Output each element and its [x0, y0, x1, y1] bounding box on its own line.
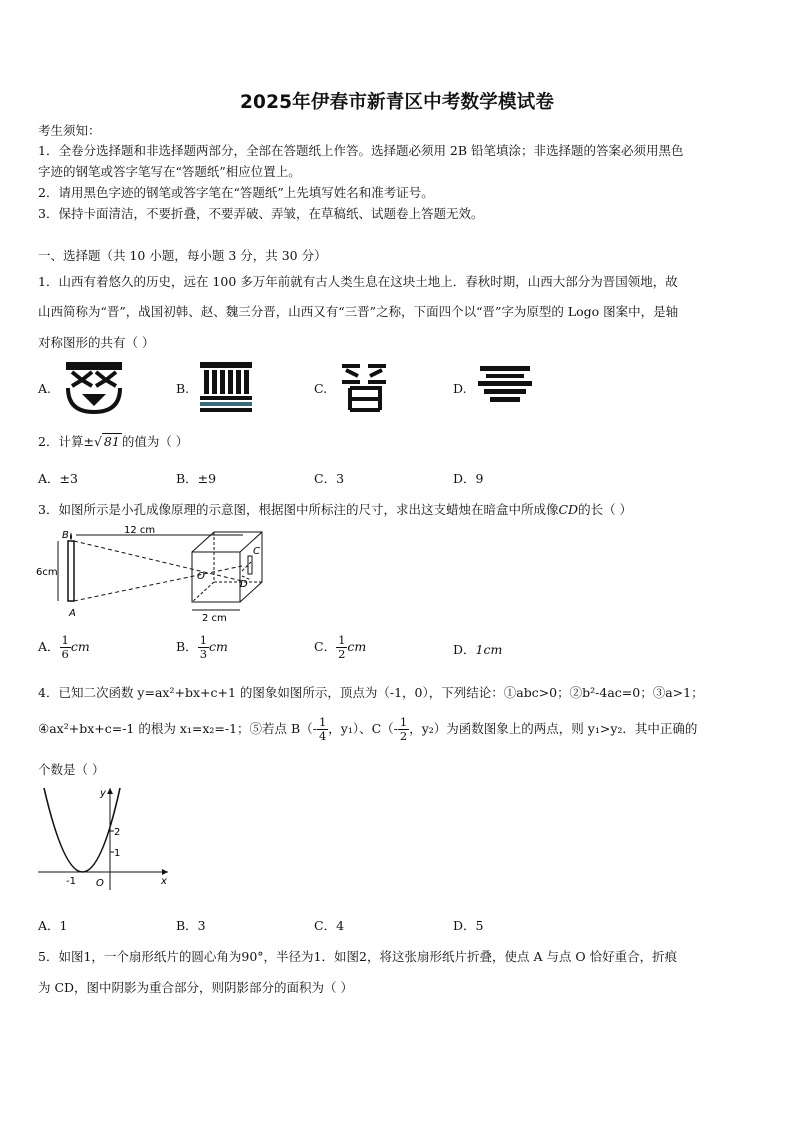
q3-pinhole-diagram	[36, 526, 276, 622]
dim-2-label: 2 cm	[202, 613, 227, 622]
q3-stem-end: 的长（ ）	[578, 502, 633, 517]
q1-logo-b	[198, 360, 254, 414]
parabola-curve	[44, 788, 120, 872]
label-o: O	[197, 571, 205, 582]
fraction-denominator: 2	[399, 729, 408, 743]
q1-line-2: 山西简称为“晋”，战国初韩、赵、魏三分晋，山西又有“三晋”之称，下面四个以“晋”字为原型的 Logo 图案中，是轴	[38, 304, 679, 319]
q5-line-2: 为 CD，图中阴影为重合部分，则阴影部分的面积为（ ）	[38, 980, 354, 995]
sqrt-icon: √	[93, 434, 102, 449]
fraction-denominator: 3	[199, 647, 208, 661]
ray-top	[74, 541, 242, 581]
candle-icon	[68, 541, 74, 601]
candle-flame-icon	[70, 532, 72, 540]
fraction-denominator: 6	[61, 647, 69, 661]
q1-option-b-label: B.	[176, 381, 190, 396]
q2-option-d: D．9	[453, 471, 484, 486]
q4-line-2	[38, 716, 697, 743]
q3-option-d-label: D．	[453, 642, 476, 657]
dim-12-label: 12 cm	[124, 526, 156, 536]
q3-option-d	[453, 640, 502, 658]
notice-heading: 考生须知：	[38, 123, 101, 138]
tick-2: 2	[114, 827, 121, 838]
q4-fraction-2	[398, 716, 409, 743]
q3-option-c-fraction	[336, 634, 347, 661]
q3-option-c	[314, 634, 366, 661]
label-c: C	[253, 546, 260, 557]
q3-stem-text: 3．如图所示是小孔成像原理的示意图，根据图中所标注的尺寸，求出这支蜡烛在暗盒中所成像	[38, 502, 559, 517]
fraction-denominator: 4	[318, 729, 327, 743]
q4-parabola-graph	[36, 784, 176, 894]
notice-item-2: 2．请用黑色字迹的钢笔或答字笔在“答题纸”上先填写姓名和准考证号。	[38, 185, 434, 200]
q4-line-1: 4．已知二次函数 y=ax²+bx+c+1 的图象如图所示，顶点为（-1，0），下列结论：①abc>0；②b²-4ac=0；③a>1；	[38, 685, 704, 700]
q4-option-b: B．3	[176, 918, 206, 933]
ray-bottom	[74, 566, 242, 601]
notice-item-3: 3．保持卡面清洁，不要折叠，不要弄破、弄皱，在草稿纸、试题卷上答题无效。	[38, 206, 484, 221]
q1-logo-a	[62, 360, 128, 416]
y-label: y	[100, 788, 106, 799]
q4-line-2b: ，y₁）、C（-	[328, 721, 398, 736]
origin-label: O	[96, 878, 104, 889]
q1-logo-d	[476, 364, 534, 408]
q3-option-a-fraction	[60, 634, 71, 661]
q4-line-2a: ④ax²+bx+c=-1 的根为 x₁=x₂=-1；⑤若点 B（-	[38, 721, 317, 736]
q3-option-a	[38, 634, 90, 661]
fraction-denominator: 2	[338, 647, 346, 661]
q3-option-c-label: C．	[314, 639, 337, 654]
fraction-numerator: 1	[199, 633, 208, 647]
image-cd	[248, 556, 252, 574]
unit: cm	[209, 639, 228, 654]
dim-6-label: 6cm	[36, 567, 58, 578]
q2-option-a: A．±3	[38, 471, 78, 486]
q2-radicand: 81	[103, 434, 120, 449]
q1-logo-c	[336, 360, 392, 414]
label-b: B	[62, 530, 69, 541]
q1-option-a-label: A.	[38, 381, 52, 396]
x-label: x	[161, 876, 167, 887]
fraction-numerator: 1	[61, 633, 69, 647]
x-axis-arrow-icon	[162, 869, 168, 875]
q4-fraction-1	[317, 716, 328, 743]
fraction-numerator: 1	[338, 633, 346, 647]
label-a: A	[69, 608, 76, 619]
unit: cm	[70, 639, 90, 654]
q4-option-c: C．4	[314, 918, 345, 933]
page-title: 2025年伊春市新青区中考数学模试卷	[239, 92, 555, 113]
q2-stem-suffix: 的值为（ ）	[121, 434, 189, 449]
notice-item-1: 1．全卷分选择题和非选择题两部分，全部在答题纸上作答。选择题必须用 2B 铅笔填涂；非选择题的答案必须用黑色	[38, 143, 684, 158]
unit: cm	[347, 639, 367, 654]
q3-option-b-fraction	[198, 634, 209, 661]
notice-item-1-cont: 字迹的钢笔或答字笔写在“答题纸”相应位置上。	[38, 164, 301, 179]
q3-option-b	[176, 634, 228, 661]
q2-option-c: C．3	[314, 471, 345, 486]
label-d: D	[240, 579, 248, 590]
tick-1: 1	[114, 848, 121, 859]
y-axis-arrow-icon	[107, 788, 113, 794]
section-heading: 一、选择题（共 10 小题，每小题 3 分，共 30 分）	[38, 248, 327, 263]
q4-option-d: D．5	[453, 918, 484, 933]
q4-line-3: 个数是（ ）	[38, 762, 105, 777]
q4-line-2c: ，y₂）为函数图象上的两点，则 y₁>y₂．其中正确的	[409, 721, 698, 736]
q3-stem	[38, 500, 632, 518]
q2-option-b: B．±9	[176, 471, 217, 486]
q5-line-1: 5．如图1，一个扇形纸片的圆心角为90°，半径为1．如图2，将这张扇形纸片折叠，使点 A 与点 O 恰好重合，折痕	[38, 949, 678, 964]
fraction-numerator: 1	[399, 715, 408, 729]
q2-stem	[38, 432, 188, 450]
q1-line-3: 对称图形的共有（ ）	[38, 335, 155, 350]
tick-minus-1: -1	[66, 876, 76, 887]
q4-option-a: A．1	[38, 918, 68, 933]
q3-segment-cd: CD	[558, 502, 579, 517]
q1-option-c-label: C.	[314, 381, 328, 396]
q3-option-a-label: A．	[38, 639, 60, 654]
q2-stem-prefix: 2．计算±	[38, 434, 94, 449]
q1-option-d-label: D.	[453, 381, 467, 396]
q3-option-d-value: 1cm	[475, 642, 503, 657]
fraction-numerator: 1	[318, 715, 327, 729]
q3-option-b-label: B．	[176, 639, 198, 654]
q1-line-1: 1．山西有着悠久的历史，远在 100 多万年前就有古人类生息在这块土地上．春秋时期，山西大部分为晋国领地，故	[38, 274, 678, 289]
